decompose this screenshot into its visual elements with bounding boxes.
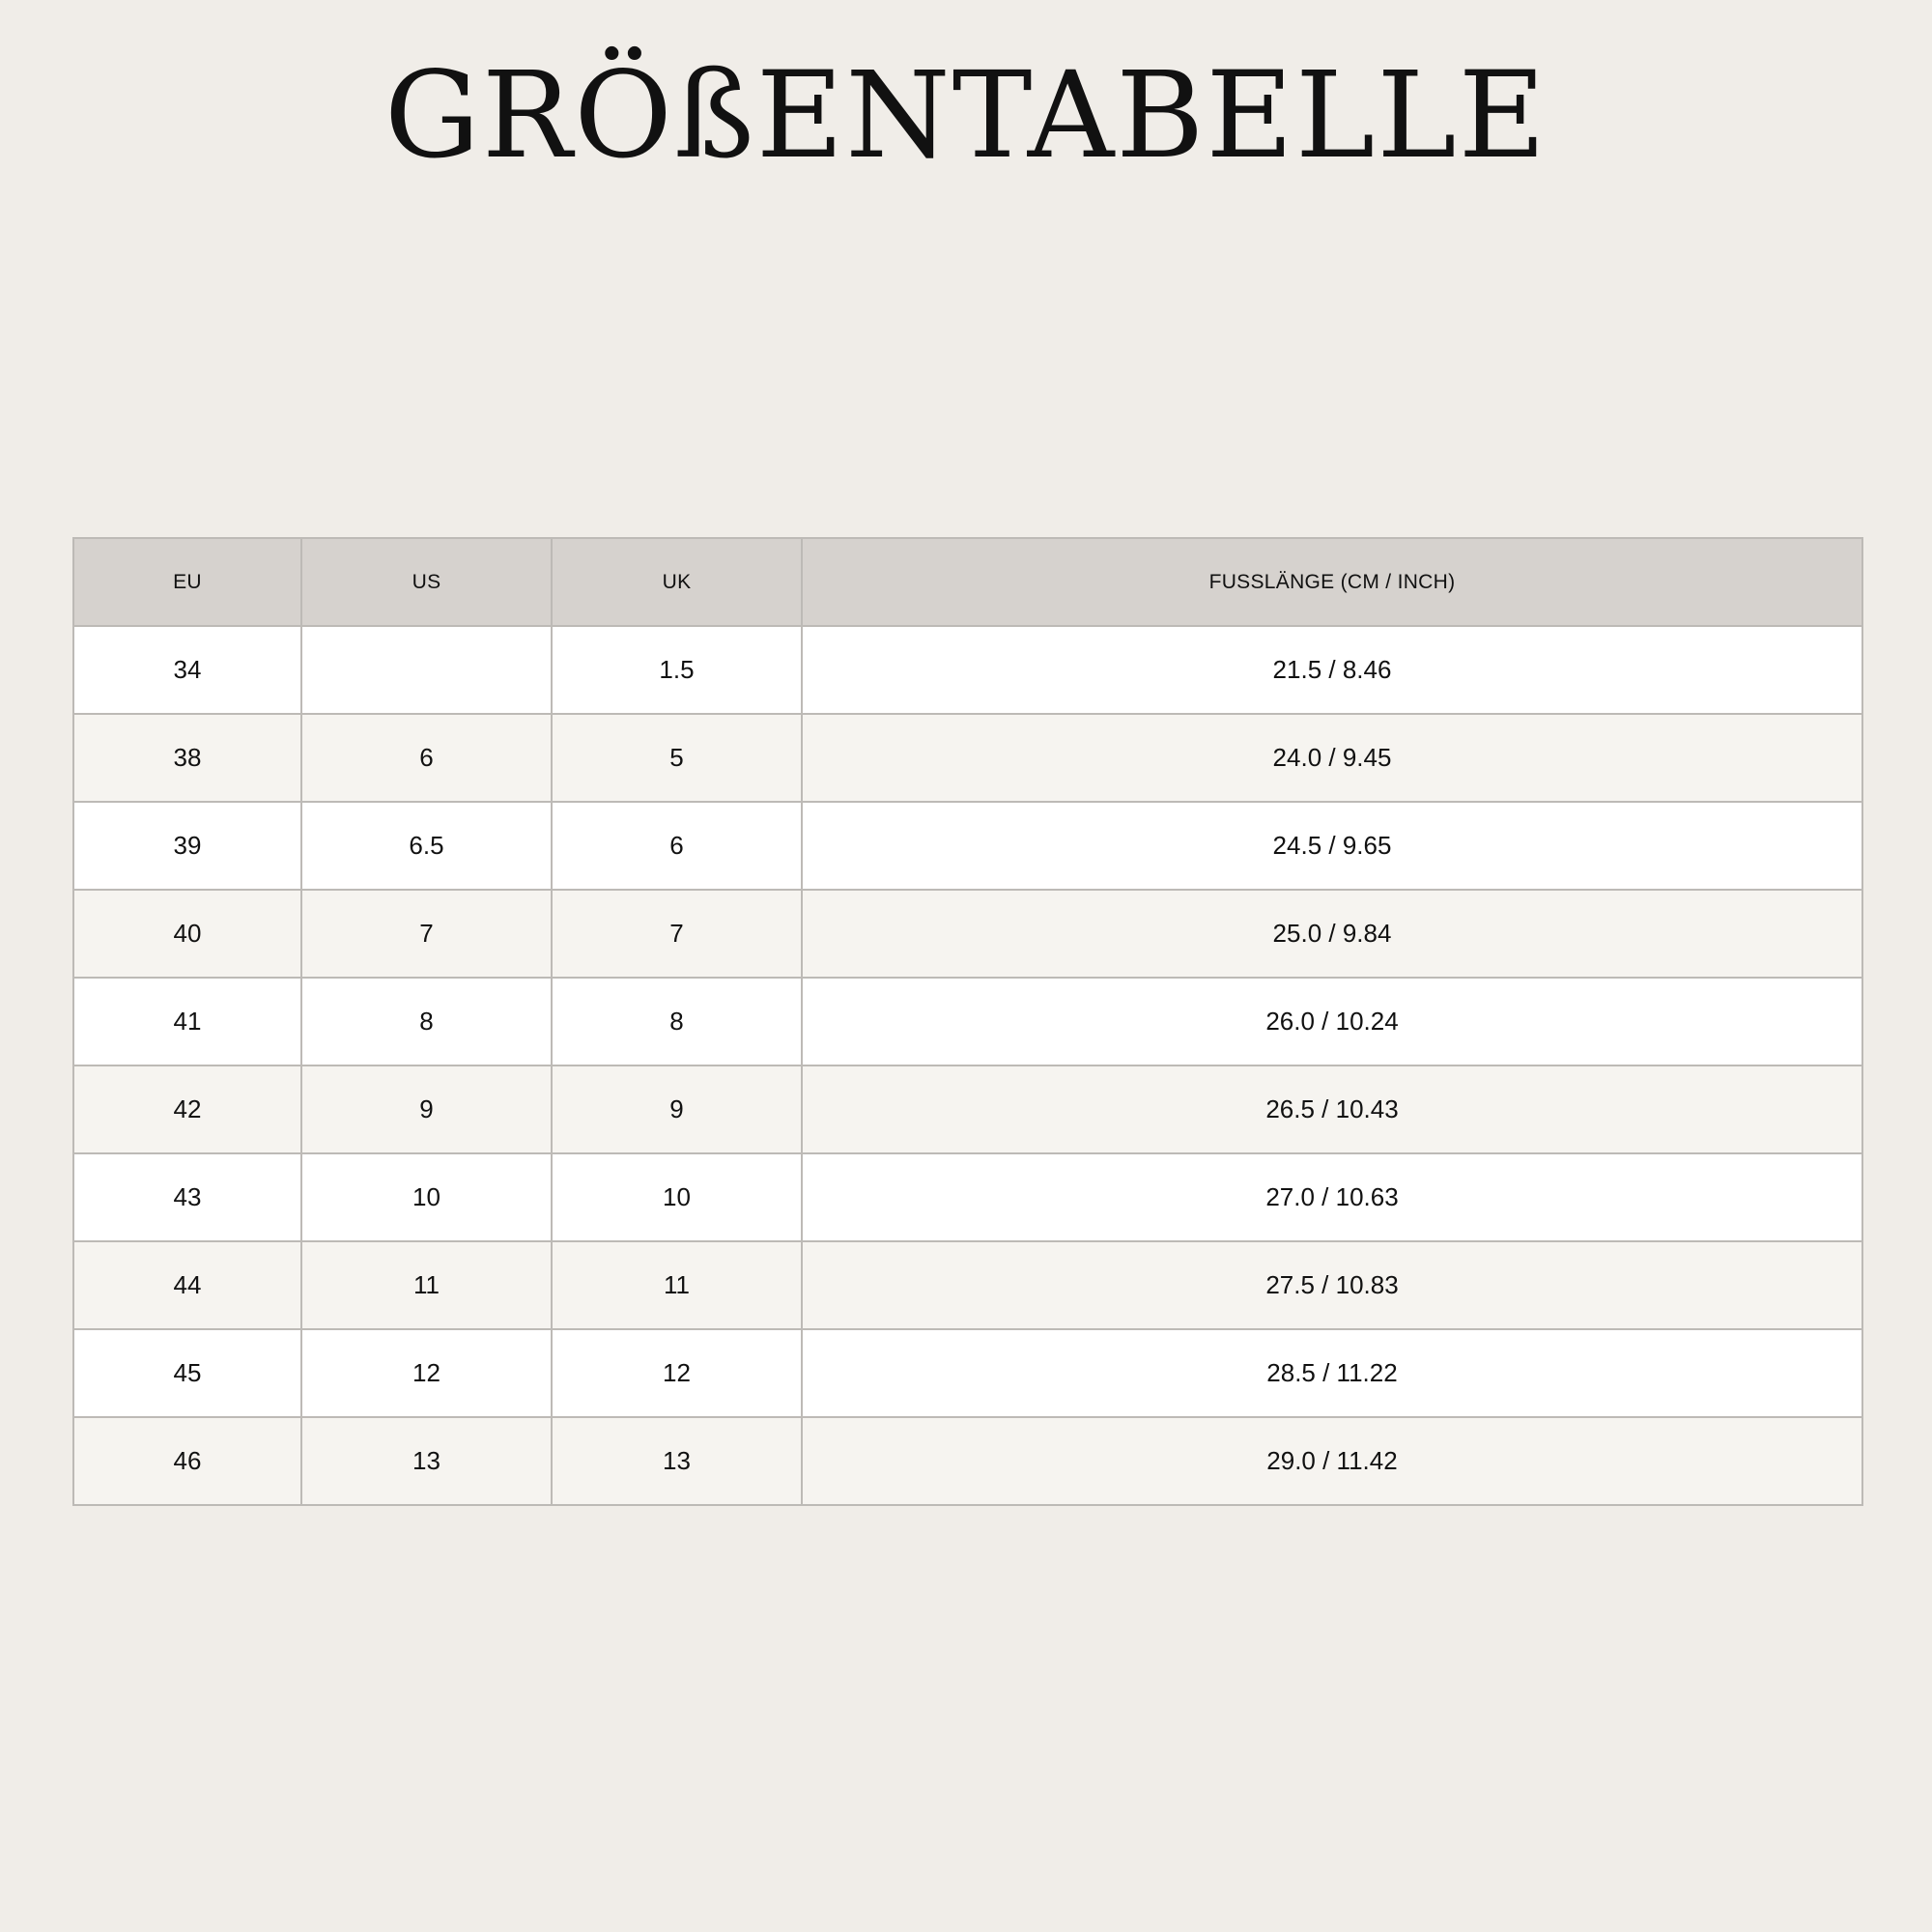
table-row [73,1417,1862,1505]
cell-us: 12 [301,1329,552,1417]
cell-us: 11 [301,1241,552,1329]
table-body [73,626,1862,1505]
cell-eu: 44 [73,1241,301,1329]
cell-us [301,626,552,714]
cell-foot-length: 27.0 / 10.63 [802,1153,1862,1241]
cell-us: 6.5 [301,802,552,890]
cell-uk: 6 [552,802,802,890]
table-row [73,1065,1862,1153]
table-row [73,802,1862,890]
table-header [73,538,1862,626]
cell-foot-length: 25.0 / 9.84 [802,890,1862,978]
cell-foot-length: 24.0 / 9.45 [802,714,1862,802]
cell-eu: 40 [73,890,301,978]
table-row [73,1329,1862,1417]
table-row [73,890,1862,978]
size-table [72,537,1863,1506]
cell-foot-length: 24.5 / 9.65 [802,802,1862,890]
cell-uk: 12 [552,1329,802,1417]
cell-foot-length: 29.0 / 11.42 [802,1417,1862,1505]
header-us: US [301,538,552,626]
cell-us: 13 [301,1417,552,1505]
cell-uk: 9 [552,1065,802,1153]
cell-eu: 34 [73,626,301,714]
cell-us: 9 [301,1065,552,1153]
cell-uk: 11 [552,1241,802,1329]
cell-foot-length: 27.5 / 10.83 [802,1241,1862,1329]
cell-us: 6 [301,714,552,802]
header-foot-length: FUSSLÄNGE (CM / INCH) [802,538,1862,626]
cell-foot-length: 28.5 / 11.22 [802,1329,1862,1417]
cell-foot-length: 26.5 / 10.43 [802,1065,1862,1153]
cell-eu: 38 [73,714,301,802]
cell-eu: 41 [73,978,301,1065]
cell-uk: 13 [552,1417,802,1505]
cell-foot-length: 26.0 / 10.24 [802,978,1862,1065]
header-uk: UK [552,538,802,626]
cell-uk: 1.5 [552,626,802,714]
cell-uk: 7 [552,890,802,978]
table-row [73,1153,1862,1241]
table-row [73,714,1862,802]
table-row [73,978,1862,1065]
cell-foot-length: 21.5 / 8.46 [802,626,1862,714]
cell-eu: 46 [73,1417,301,1505]
table-row [73,626,1862,714]
cell-us: 7 [301,890,552,978]
page-title: GRÖßENTABELLE [384,46,1548,185]
cell-eu: 39 [73,802,301,890]
header-row [73,538,1862,626]
cell-uk: 8 [552,978,802,1065]
cell-eu: 45 [73,1329,301,1417]
cell-uk: 5 [552,714,802,802]
cell-uk: 10 [552,1153,802,1241]
table-row [73,1241,1862,1329]
cell-eu: 42 [73,1065,301,1153]
header-eu: EU [73,538,301,626]
cell-us: 10 [301,1153,552,1241]
cell-eu: 43 [73,1153,301,1241]
cell-us: 8 [301,978,552,1065]
